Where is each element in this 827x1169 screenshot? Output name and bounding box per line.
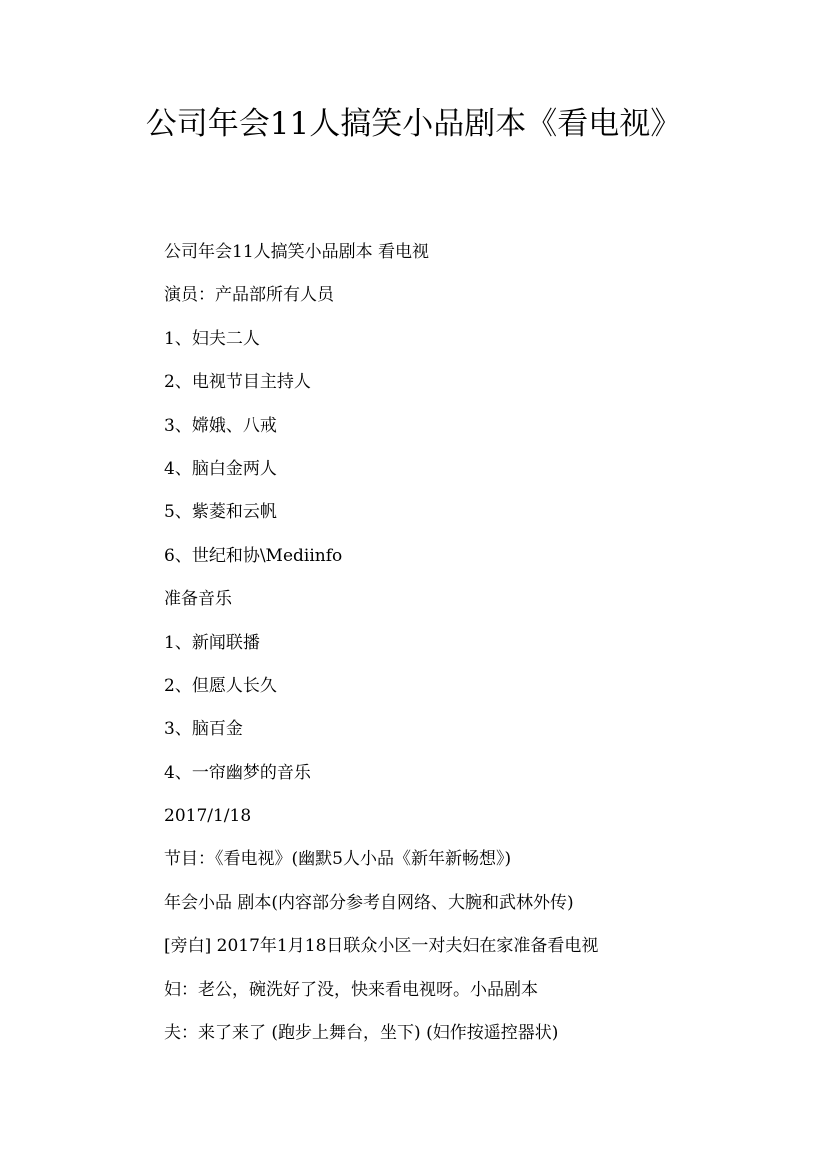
paragraph-line: 3、脑百金	[164, 719, 243, 740]
paragraph-line: [旁白] 2017年1月18日联众小区一对夫妇在家准备看电视	[164, 936, 599, 957]
paragraph-line: 2、电视节目主持人	[164, 372, 311, 393]
document-title: 公司年会11人搞笑小品剧本《看电视》	[145, 106, 682, 142]
paragraph-line: 年会小品 剧本(内容部分参考自网络、大腕和武林外传)	[164, 892, 574, 913]
paragraph-line: 4、脑白金两人	[164, 458, 277, 479]
paragraph-line: 4、一帘幽梦的音乐	[164, 762, 311, 783]
paragraph-line: 演员：产品部所有人员	[164, 285, 334, 306]
paragraph-line: 公司年会11人搞笑小品剧本 看电视	[164, 242, 430, 262]
paragraph-line: 夫：来了来了 (跑步上舞台，坐下) (妇作按遥控器状)	[164, 1023, 559, 1044]
paragraph-line: 1、新闻联播	[164, 632, 260, 653]
document-body	[164, 238, 784, 1062]
paragraph-line: 妇：老公，碗洗好了没，快来看电视呀。小品剧本	[164, 979, 538, 1000]
paragraph-line: 6、世纪和协\Mediinfo	[164, 545, 343, 566]
paragraph-line: 5、紫菱和云帆	[164, 502, 277, 523]
paragraph-line: 1、妇夫二人	[164, 328, 260, 349]
paragraph-line: 2、但愿人长久	[164, 675, 277, 696]
paragraph-line: 2017/1/18	[164, 806, 252, 827]
paragraph-line: 3、嫦娥、八戒	[164, 415, 277, 436]
paragraph-line: 准备音乐	[164, 589, 232, 610]
paragraph-line: 节目：《看电视》(幽默5人小品《新年新畅想》)	[164, 849, 512, 870]
